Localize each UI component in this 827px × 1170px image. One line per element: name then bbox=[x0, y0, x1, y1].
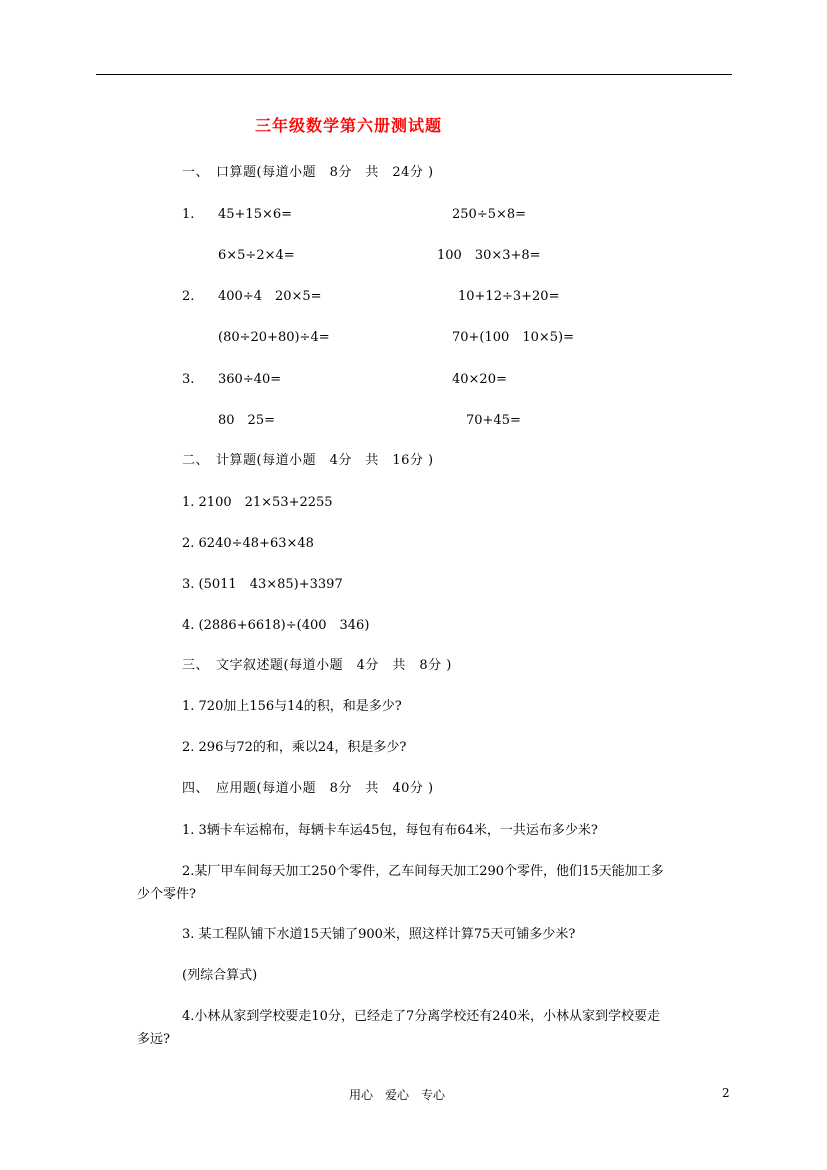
oral-problem: 360÷40= bbox=[218, 372, 282, 387]
application-problem: 2.某厂甲车间每天加工250个零件，乙车间每天加工290个零件，他们15天能加工多 bbox=[182, 864, 664, 879]
oral-problem: 40×20= bbox=[452, 372, 507, 387]
row-number: 3. bbox=[182, 372, 195, 387]
application-note: (列综合算式) bbox=[182, 968, 258, 983]
header-rule bbox=[96, 74, 732, 75]
oral-problem: 70+45= bbox=[466, 413, 521, 428]
application-problem: 1. 3辆卡车运棉布，每辆卡车运45包，每包有布64米，一共运布多少米? bbox=[182, 823, 598, 838]
application-problem-continued: 少个零件? bbox=[137, 887, 196, 902]
section-2-heading: 二、 计算题(每道小题 4分 共 16分 ) bbox=[182, 453, 434, 468]
application-problem-continued: 多远? bbox=[137, 1032, 170, 1047]
calc-problem: 3. (5011 43×85)+3397 bbox=[182, 577, 343, 592]
section-3-heading: 三、 文字叙述题(每道小题 4分 共 8分 ) bbox=[182, 658, 452, 673]
row-number: 1. bbox=[182, 207, 195, 222]
application-problem: 4.小林从家到学校要走10分，已经走了7分离学校还有240米，小林从家到学校要走 bbox=[182, 1009, 661, 1024]
calc-problem: 4. (2886+6618)÷(400 346) bbox=[182, 618, 370, 633]
row-number: 2. bbox=[182, 289, 195, 304]
calc-problem: 2. 6240÷48+63×48 bbox=[182, 536, 314, 551]
oral-problem: 6×5÷2×4= bbox=[218, 248, 295, 263]
application-problem: 3. 某工程队铺下水道15天铺了900米，照这样计算75天可铺多少米? bbox=[182, 927, 576, 942]
oral-problem: 100 30×3+8= bbox=[437, 248, 541, 263]
page-title: 三年级数学第六册测试题 bbox=[255, 116, 443, 135]
oral-problem: 400÷4 20×5= bbox=[218, 289, 322, 304]
calc-problem: 1. 2100 21×53+2255 bbox=[182, 495, 333, 510]
page-footer: 用心 爱心 专心 bbox=[349, 1088, 446, 1102]
oral-problem: 80 25= bbox=[218, 413, 275, 428]
page-number: 2 bbox=[722, 1086, 730, 1100]
oral-problem: 10+12÷3+20= bbox=[458, 289, 560, 304]
oral-problem: (80÷20+80)÷4= bbox=[218, 330, 330, 345]
oral-problem: 250÷5×8= bbox=[452, 207, 527, 222]
word-problem: 2. 296与72的和，乘以24，积是多少? bbox=[182, 740, 407, 755]
section-1-heading: 一、 口算题(每道小题 8分 共 24分 ) bbox=[182, 165, 434, 180]
word-problem: 1. 720加上156与14的积，和是多少? bbox=[182, 699, 402, 714]
section-4-heading: 四、 应用题(每道小题 8分 共 40分 ) bbox=[182, 781, 434, 796]
oral-problem: 70+(100 10×5)= bbox=[452, 330, 574, 345]
oral-problem: 45+15×6= bbox=[218, 207, 293, 222]
